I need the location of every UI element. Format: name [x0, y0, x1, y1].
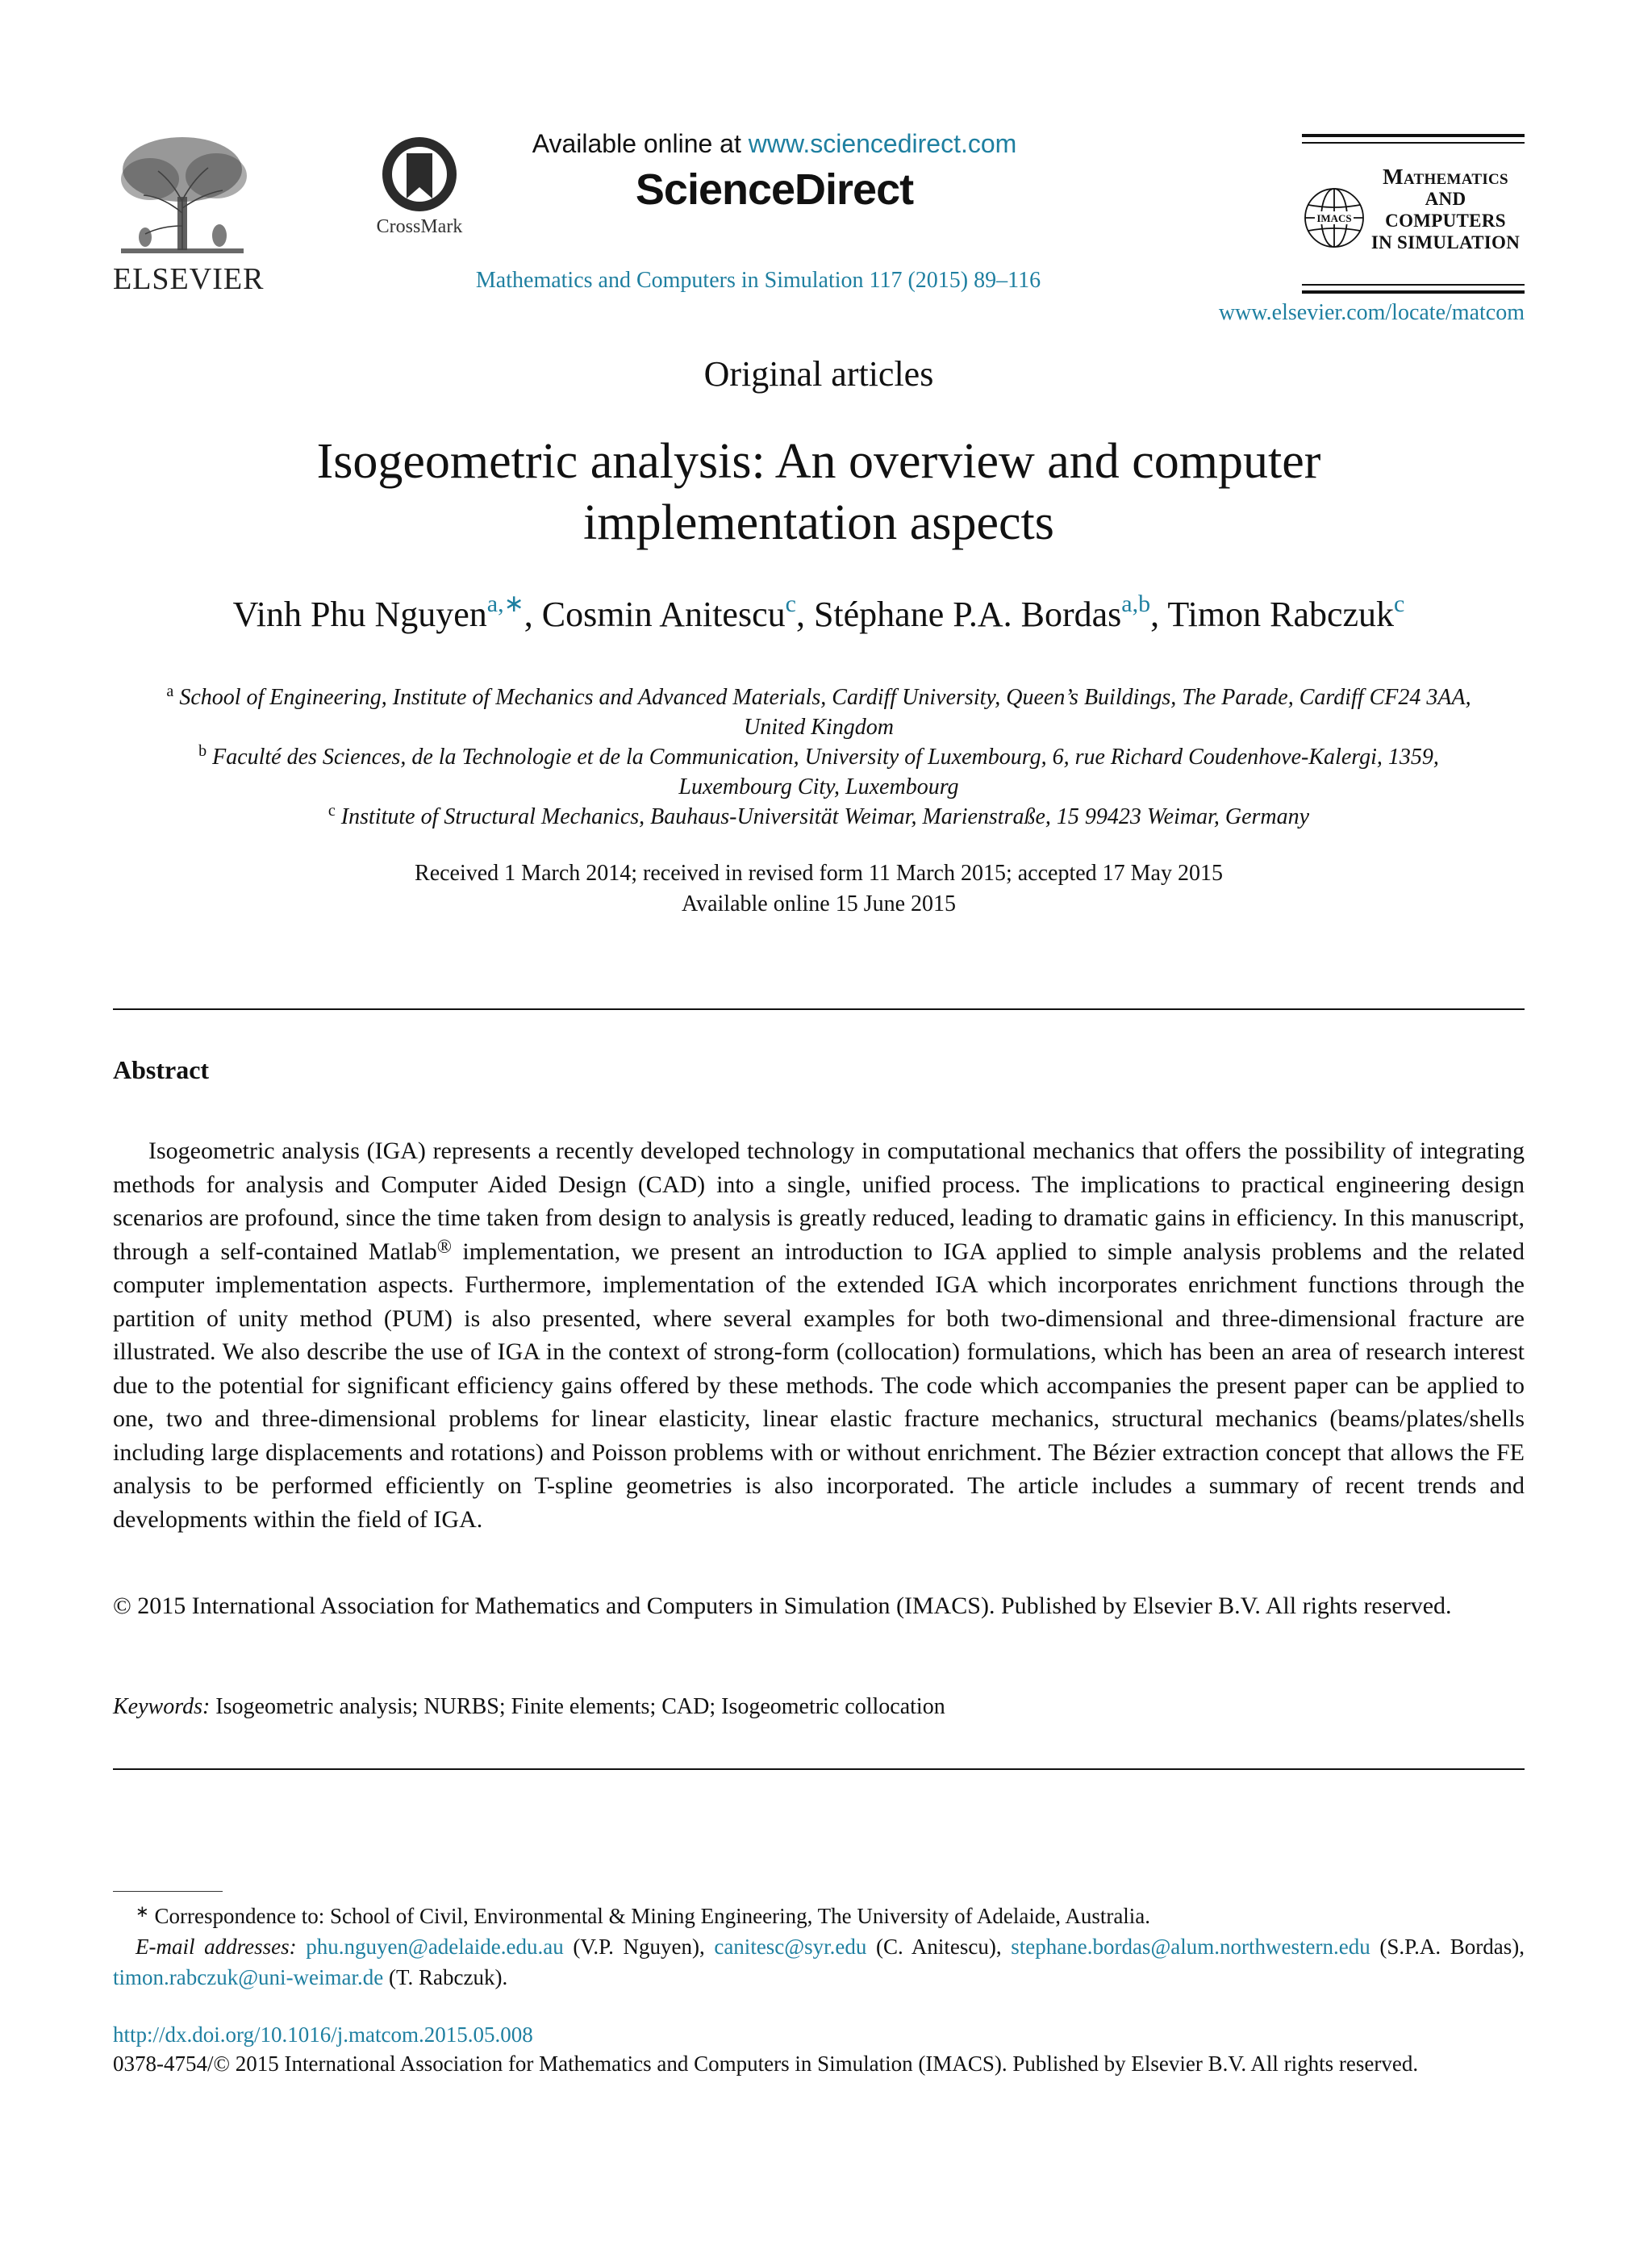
abstract-text-part-1: Isogeometric analysis (IGA) represents a recently developed technology in computational mechanics that offers the possibility of integrating methods for analysis and Computer Aided Design (CAD) into a single, unified process. The implications to practical engineering design scenarios are profound, since the time taken from design to analysis is greatly reduced, leading to dramatic gains in efficiency. In this manuscript, through a self-contained Matlab [113, 1137, 1525, 1265]
correspondence-text: Correspondence to: School of Civil, Environmental & Mining Engineering, The University of Adelaide, Australia. [154, 1904, 1151, 1928]
author-separator: , [1150, 595, 1168, 634]
journal-logo-line-1: Mathematics [1383, 165, 1508, 189]
paper-title-line-2: implementation aspects [583, 495, 1054, 550]
author-name[interactable]: Vinh Phu Nguyen [232, 595, 487, 634]
elsevier-tree-icon [113, 129, 252, 258]
email-owner: (T. Rabczuk). [383, 1965, 508, 1989]
journal-reference-link[interactable]: Mathematics and Computers in Simulation 117 (2015) 89–116 [475, 268, 1041, 293]
abstract-copyright: © 2015 International Association for Mathematics and Computers in Simulation (IMACS). Published by Elsevier B.V. All rights reserved. [113, 1592, 1452, 1619]
email-owner: (S.P.A. Bordas), [1370, 1935, 1525, 1959]
affiliation-text: Faculté des Sciences, de la Technologie et de la Communication, University of Luxembourg, 6, rue Richard Coudenhove-Kalergi, 1359, [212, 745, 1439, 770]
journal-logo-line-2: AND [1425, 189, 1466, 209]
author-affil-mark[interactable]: c [1394, 591, 1405, 617]
registered-mark: ® [436, 1236, 452, 1258]
footnote-correspondence [113, 1901, 1525, 1993]
crossmark-label: CrossMark [376, 216, 463, 237]
affiliation-mark: c [327, 802, 336, 820]
author-name[interactable]: Timon Rabczuk [1167, 595, 1395, 634]
author-list [113, 591, 1525, 635]
affiliation-text-cont: United Kingdom [744, 715, 894, 740]
author-affil-mark[interactable]: c [785, 591, 796, 617]
article-history [113, 858, 1525, 920]
email-link[interactable]: phu.nguyen@adelaide.edu.au [306, 1935, 564, 1959]
email-label: E-mail addresses: [136, 1935, 297, 1959]
affiliation-mark: b [198, 742, 207, 760]
article-section-label: Original articles [703, 354, 934, 394]
affiliation-c [113, 802, 1525, 832]
footnote-divider [113, 1891, 223, 1892]
journal-logo-line-4: IN SIMULATION [1370, 232, 1521, 253]
journal-logo-title [1366, 166, 1525, 253]
received-dates: Received 1 March 2014; received in revised form 11 March 2015; accepted 17 May 2015 [415, 861, 1223, 886]
abstract-top-divider [113, 1008, 1525, 1010]
journal-homepage-link[interactable]: www.elsevier.com/locate/matcom [1218, 300, 1525, 325]
author-separator: , [524, 595, 542, 634]
abstract-body [113, 1134, 1525, 1536]
journal-logo-line-3: COMPUTERS [1385, 211, 1506, 231]
available-online-prefix: Available online at [532, 129, 741, 158]
email-link[interactable]: stephane.bordas@alum.northwestern.edu [1011, 1935, 1370, 1959]
author-affil-mark[interactable]: a,∗ [486, 591, 524, 617]
affiliation-text: Institute of Structural Mechanics, Bauhaus-Universität Weimar, Marienstraße, 15 99423 Weimar, Germany [340, 804, 1310, 829]
doi-link[interactable]: http://dx.doi.org/10.1016/j.matcom.2015.05.008 [113, 2022, 533, 2047]
journal-logo-emblem: IMACS [1316, 212, 1352, 224]
affiliation-mark: a [166, 682, 174, 700]
author-separator: , [795, 595, 814, 634]
sciencedirect-brand: ScienceDirect [635, 165, 914, 214]
paper-title [113, 431, 1525, 553]
email-owner: (V.P. Nguyen), [563, 1935, 715, 1959]
doi-block [113, 2020, 1525, 2078]
issn-copyright: 0378-4754/© 2015 International Association for Mathematics and Computers in Simulation (IMACS). Published by Elsevier B.V. All rights reserved. [113, 2052, 1419, 2076]
abstract-text-part-2: implementation, we present an introduction to IGA applied to simple analysis problems and the related computer implementation aspects. Furthermore, implementation of the extended IGA which incorporates enrichment functions through the partition of unity method (PUM) is also presented, where several examples for both two-dimensional and three-dimensional fracture are illustrated. We also describe the use of IGA in the context of strong-form (collocation) formulations, which has been an area of research interest due to the potential for significant efficiency gains offered by these methods. The code which accompanies the present paper can be applied to one, two and three-dimensional problems for linear elasticity, linear elastic fracture mechanics, structural mechanics (beams/plates/shells including large displacements and rotations) and Poisson problems with or without enrichment. The Bézier extraction concept that allows the FE analysis to be performed efficiently on T-spline geometries is also incorporated. The article includes a summary of recent trends and developments within the field of IGA. [113, 1238, 1525, 1533]
email-link[interactable]: canitesc@syr.edu [714, 1935, 867, 1959]
paper-title-line-1: Isogeometric analysis: An overview and computer [316, 434, 1321, 489]
keywords-list: Isogeometric analysis; NURBS; Finite elements; CAD; Isogeometric collocation [215, 1694, 945, 1719]
affiliation-text-cont: Luxembourg City, Luxembourg [678, 774, 959, 799]
author-name[interactable]: Cosmin Anitescu [541, 595, 786, 634]
email-owner: (C. Anitescu), [866, 1935, 1012, 1959]
affiliation-text: School of Engineering, Institute of Mechanics and Advanced Materials, Cardiff University, Queen’s Buildings, The Parade, Cardiff CF24 3AA, [179, 685, 1471, 710]
available-online-date: Available online 15 June 2015 [681, 891, 957, 916]
keywords-label: Keywords: [113, 1694, 211, 1719]
email-link[interactable]: timon.rabczuk@uni-weimar.de [113, 1965, 384, 1989]
author-affil-mark[interactable]: a,b [1121, 591, 1151, 617]
footnote-star: ∗ [136, 1903, 149, 1921]
affiliation-a [113, 682, 1525, 742]
crossmark-badge[interactable] [363, 134, 476, 238]
author-name[interactable]: Stéphane P.A. Bordas [813, 595, 1122, 634]
keywords [113, 1694, 1525, 1720]
publisher-name: ELSEVIER [113, 262, 265, 296]
affiliation-b [113, 742, 1525, 802]
elsevier-logo [113, 129, 265, 297]
available-online-line [516, 129, 1032, 159]
sciencedirect-link[interactable]: www.sciencedirect.com [748, 129, 1017, 158]
journal-logo [1302, 134, 1525, 295]
globe-icon [1302, 186, 1366, 250]
abstract-heading: Abstract [113, 1055, 210, 1084]
abstract-bottom-divider [113, 1768, 1525, 1770]
crossmark-icon [379, 134, 460, 215]
